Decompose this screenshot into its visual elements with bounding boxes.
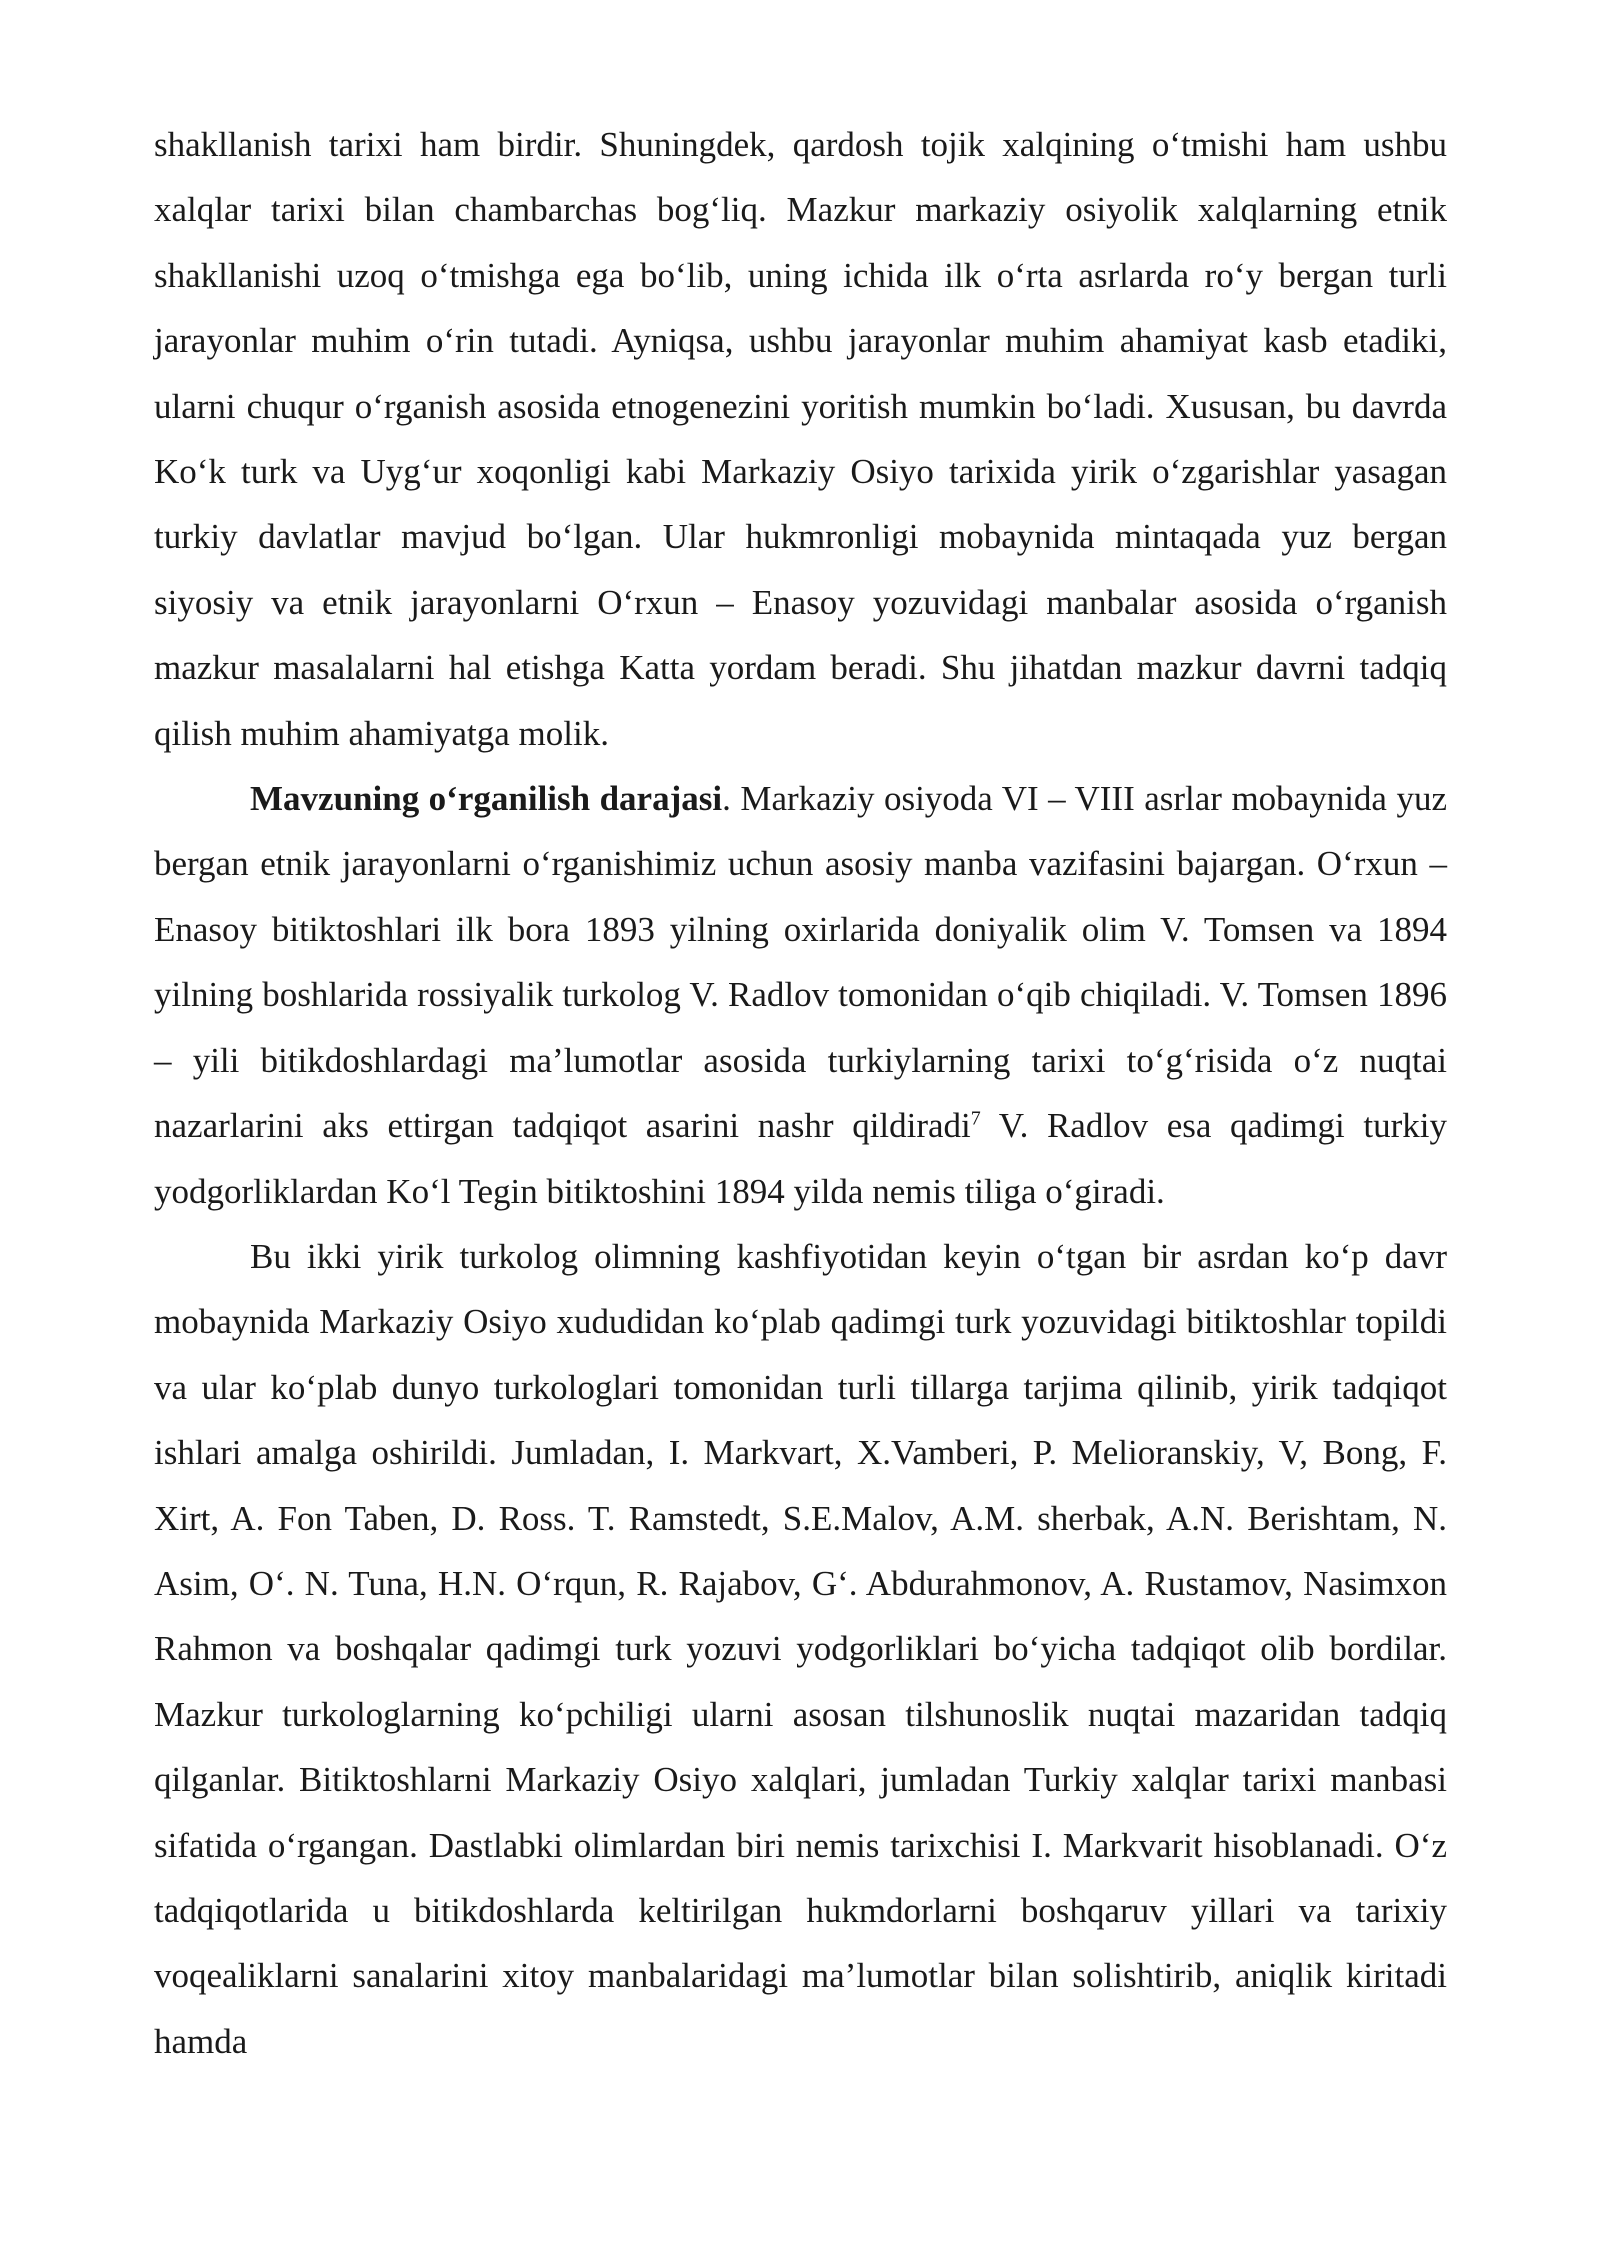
paragraph-2 bbox=[154, 766, 1447, 1224]
document-page bbox=[154, 112, 1447, 2074]
paragraph-1: shakllanish tarixi ham birdir. Shuningdek, qardosh tojik xalqining o‘tmishi ham ushbu xalqlar tarixi bilan chambarchas bog‘liq. Mazkur markaziy osiyolik xalqlarning etnik shakllanishi uzoq o‘tmishga ega bo‘lib, uning ichida ilk o‘rta asrlarda ro‘y bergan turli jarayonlar muhim o‘rin tutadi. Ayniqsa, ushbu jarayonlar muhim ahamiyat kasb etadiki, ularni chuqur o‘rganish asosida etnogenezini yoritish mumkin bo‘ladi. Xususan, bu davrda Ko‘k turk va Uyg‘ur xoqonligi kabi Markaziy Osiyo tarixida yirik o‘zgarishlar yasagan turkiy davlatlar mavjud bo‘lgan. Ular hukmronligi mobaynida mintaqada yuz bergan siyosiy va etnik jarayonlarni O‘rxun – Enasoy yozuvidagi manbalar asosida o‘rganish mazkur masalalarni hal etishga Katta yordam beradi. Shu jihatdan mazkur davrni tadqiq qilish muhim ahamiyatga molik. bbox=[154, 125, 1447, 753]
paragraph-2-text-b: V. Radlov esa qadimgi turkiy yodgorliklardan Ko‘l Tegin bitiktoshini 1894 yilda nemis tiliga o‘giradi. bbox=[154, 1106, 1447, 1211]
section-heading: Mavzuning o‘rganilish darajasi bbox=[250, 779, 723, 819]
footnote-marker[interactable]: 7 bbox=[970, 1107, 981, 1130]
paragraph-2-text-a: . Markaziy osiyoda VI – VIII asrlar mobaynida yuz bergan etnik jarayonlarni o‘rganishimiz uchun asosiy manba vazifasini bajargan. O‘rxun – Enasoy bitiktoshlari ilk bora 1893 yilning oxirlarida doniyalik olim V. Tomsen va 1894 yilning boshlarida rossiyalik turkolog V. Radlov tomonidan o‘qib chiqiladi. V. Tomsen 1896 – yili bitikdoshlardagi ma’lumotlar asosida turkiylarning tarixi to‘g‘risida o‘z nuqtai nazarlarini aks ettirgan tadqiqot asarini nashr qildiradi bbox=[154, 779, 1448, 1146]
paragraph-3: Bu ikki yirik turkolog olimning kashfiyotidan keyin o‘tgan bir asrdan ko‘p davr mobaynida Markaziy Osiyo xududidan ko‘plab qadimgi turk yozuvidagi bitiktoshlar topildi va ular ko‘plab dunyo turkologlari tomonidan turli tillarga tarjima qilinib, yirik tadqiqot ishlari amalga oshirildi. Jumladan, I. Markvart, X.Vamberi, P. Melioranskiy, V, Bong, F. Xirt, A. Fon Taben, D. Ross. T. Ramstedt, S.E.Malov, A.M. sherbak, A.N. Berishtam, N. Asim, O‘. N. Tuna, H.N. O‘rqun, R. Rajabov, G‘. Abdurahmonov, A. Rustamov, Nasimxon Rahmon va boshqalar qadimgi turk yozuvi yodgorliklari bo‘yicha tadqiqot olib bordilar. Mazkur turkologlarning ko‘pchiligi ularni asosan tilshunoslik nuqtai mazaridan tadqiq qilganlar. Bitiktoshlarni Markaziy Osiyo xalqlari, jumladan Turkiy xalqlar tarixi manbasi sifatida o‘rgangan. Dastlabki olimlardan biri nemis tarixchisi I. Markvarit hisoblanadi. O‘z tadqiqotlarida u bitikdoshlarda keltirilgan hukmdorlarni boshqaruv yillari va tarixiy voqealiklarni sanalarini xitoy manbalaridagi ma’lumotlar bilan solishtirib, aniqlik kiritadi hamda bbox=[154, 1236, 1447, 2061]
